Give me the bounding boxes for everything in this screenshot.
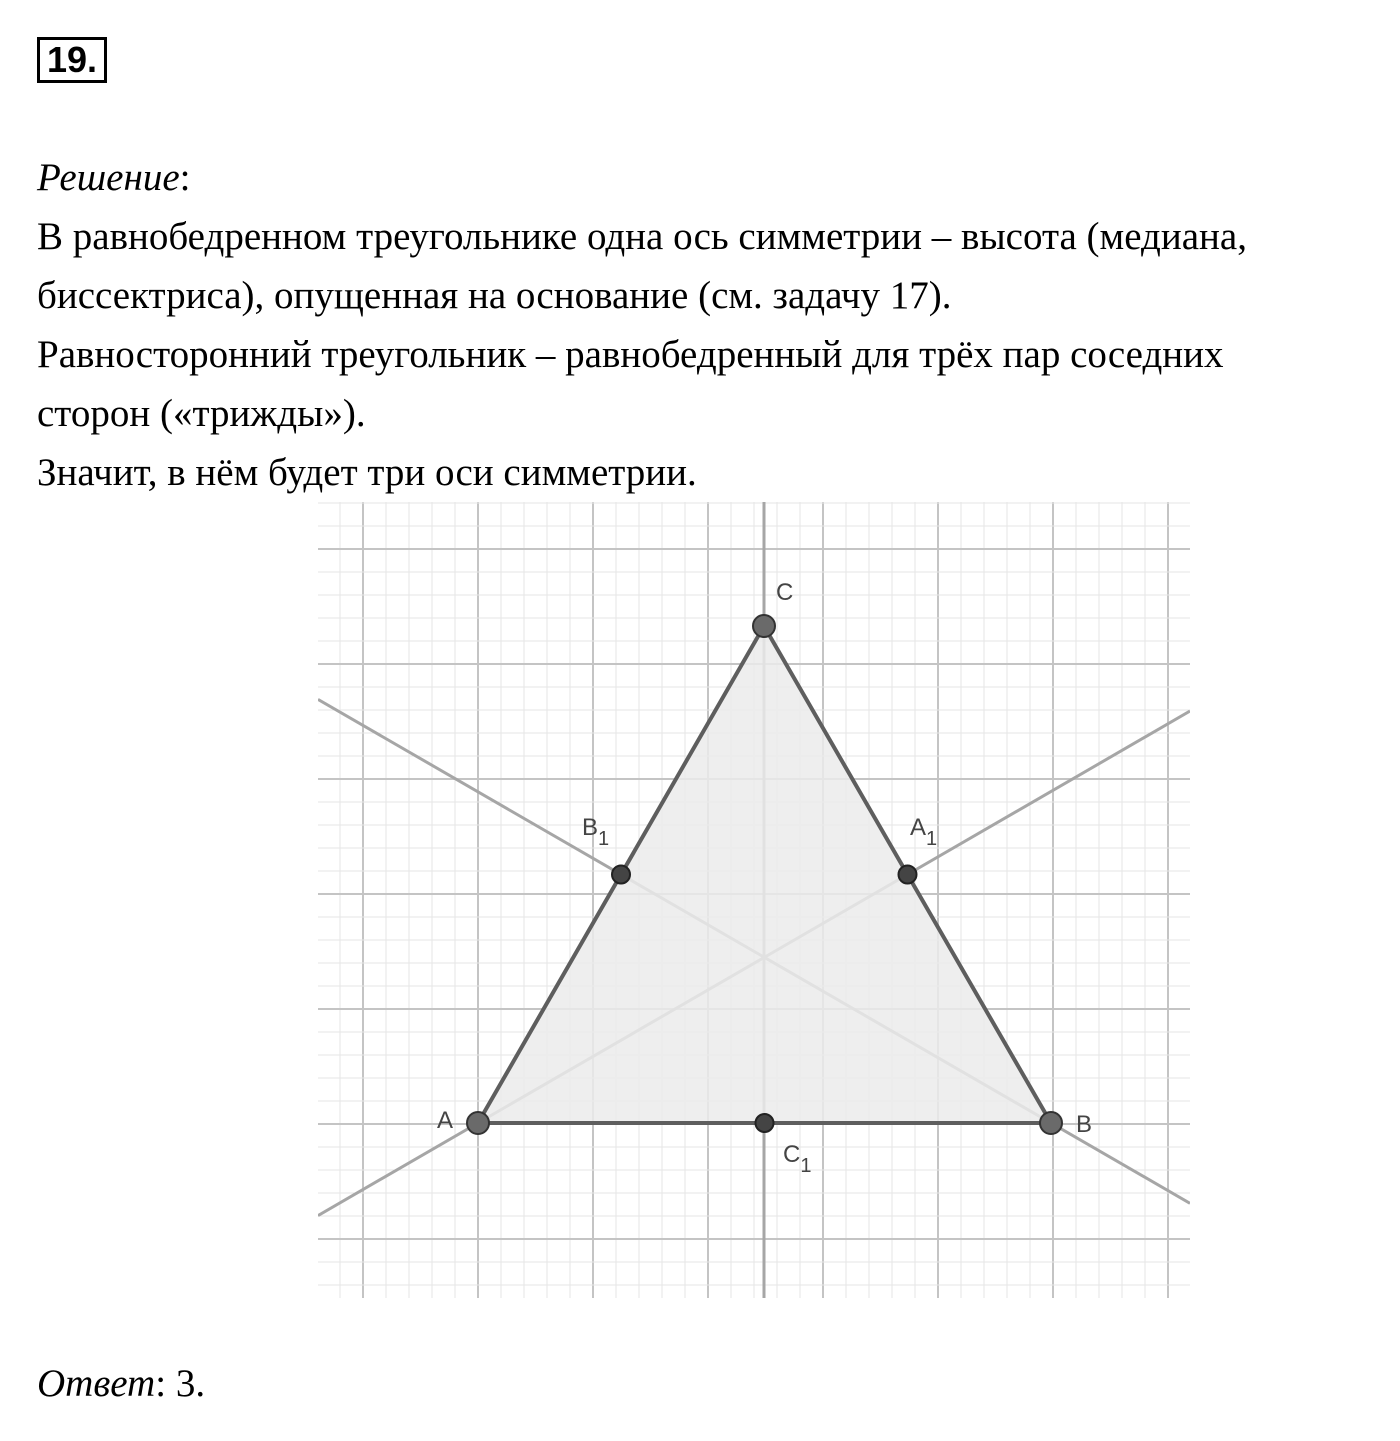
solution-heading-colon: : (179, 156, 191, 199)
solution-line-4: сторон («трижды»). (37, 392, 366, 435)
solution-heading-line (37, 148, 1387, 207)
label-b: B (1076, 1111, 1093, 1138)
solution-line-2: биссектриса), опущенная на основание (см. задачу 17). (37, 274, 952, 317)
label-a1 (910, 814, 937, 850)
solution-line-3: Равносторонний треугольник – равнобедренный для трёх пар соседних (37, 333, 1224, 376)
label-c: C (776, 579, 794, 606)
answer-label: Ответ (37, 1362, 156, 1405)
answer-value: 3. (166, 1362, 206, 1405)
point-b1 (612, 866, 630, 884)
triangle-figure (318, 502, 1190, 1298)
label-c1 (783, 1141, 811, 1177)
label-a: A (437, 1107, 454, 1134)
solution-heading: Решение (37, 156, 180, 199)
answer-line (37, 1354, 205, 1413)
point-a1 (899, 866, 917, 884)
solution-line-1: В равнобедренном треугольнике одна ось симметрии – высота (медиана, (37, 215, 1247, 258)
answer-colon: : (155, 1362, 167, 1405)
label-a1-sub: 1 (926, 828, 938, 850)
point-b (1040, 1112, 1062, 1134)
label-b1-main: B (582, 814, 599, 841)
task-number: 19. (37, 37, 107, 83)
solution-line-5: Значит, в нём будет три оси симметрии. (37, 451, 697, 494)
label-b1-sub: 1 (598, 828, 610, 850)
triangle-diagram (318, 502, 1190, 1298)
label-b1 (582, 814, 609, 850)
point-a (467, 1112, 489, 1134)
triangle-fill (478, 626, 1051, 1123)
solution-text (37, 148, 1387, 502)
label-a1-main: A (910, 814, 927, 841)
point-c (753, 615, 775, 637)
point-c1 (756, 1114, 774, 1132)
label-c1-main: C (783, 1141, 801, 1168)
label-c1-sub: 1 (800, 1155, 812, 1177)
